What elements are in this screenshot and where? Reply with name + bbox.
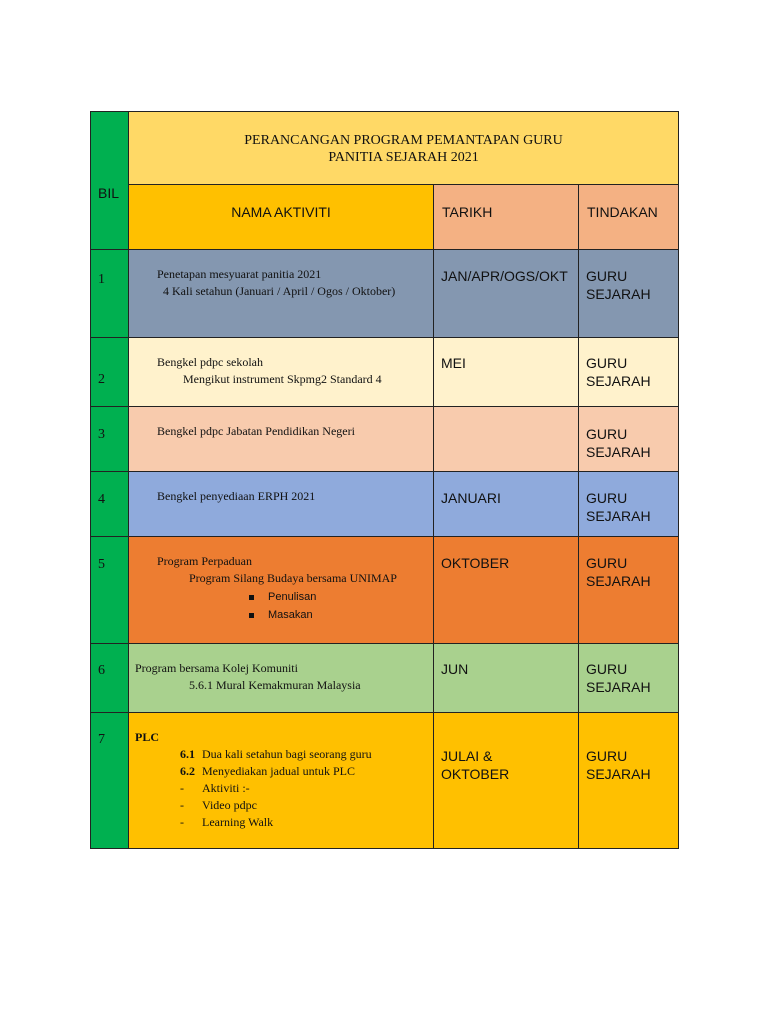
tindakan-line1: GURU [586, 748, 628, 764]
activity-title: Program bersama Kolej Komuniti [135, 661, 298, 675]
table-row [91, 537, 679, 644]
activity-cell [129, 537, 434, 644]
tarikh-value: OKTOBER [441, 555, 510, 571]
tindakan-header: TINDAKAN [587, 204, 658, 220]
tarikh-value: JUN [441, 661, 469, 677]
tindakan-header-cell [579, 185, 679, 250]
tarikh-value: JAN/APR/OGS/OKT [441, 268, 568, 284]
nama-aktiviti-header-cell [129, 185, 434, 250]
activity-detail: Mengikut instrument Skpmg2 Standard 4 [183, 372, 382, 386]
activity-cell [129, 338, 434, 407]
tindakan-line2: SEJARAH [586, 679, 651, 695]
bil-cell [91, 537, 129, 644]
table-title-line1: PERANCANGAN PROGRAM PEMANTAPAN GURU [244, 133, 563, 148]
title-cell [129, 112, 679, 185]
activity-cell [129, 472, 434, 537]
activity-title: Bengkel penyediaan ERPH 2021 [157, 489, 316, 503]
bil-cell [91, 644, 129, 713]
activity-title: Penetapan mesyuarat panitia 2021 [157, 267, 322, 281]
activity-detail: 5.6.1 Mural Kemakmuran Malaysia [189, 678, 361, 692]
tindakan-cell [579, 537, 679, 644]
tarikh-cell [434, 250, 579, 338]
list-item: Masakan [129, 606, 433, 624]
row-number: 7 [98, 732, 105, 747]
tarikh-header: TARIKH [442, 204, 493, 220]
bil-cell [91, 407, 129, 472]
row-number: 2 [98, 372, 105, 387]
list-item: 6.1 Dua kali setahun bagi seorang guru [180, 747, 372, 761]
tindakan-line1: GURU [586, 426, 628, 442]
tarikh-cell [434, 472, 579, 537]
tindakan-cell [579, 407, 679, 472]
tarikh-cell [434, 338, 579, 407]
list-item: 6.2 Menyediakan jadual untuk PLC [180, 764, 355, 778]
activity-detail: 4 Kali setahun (Januari / April / Ogos / Oktober) [163, 284, 396, 298]
tindakan-line1: GURU [586, 355, 628, 371]
tindakan-line2: SEJARAH [586, 766, 651, 782]
tarikh-line2: OKTOBER [441, 766, 510, 782]
table-row [91, 407, 679, 472]
tindakan-cell [579, 338, 679, 407]
square-bullet-icon [249, 595, 254, 600]
tarikh-cell [434, 537, 579, 644]
activity-title: Program Perpaduan [157, 554, 252, 568]
activity-title: Bengkel pdpc sekolah [157, 355, 263, 369]
tindakan-cell [579, 713, 679, 849]
program-table [90, 111, 679, 849]
row-number: 6 [98, 663, 105, 678]
row-number: 1 [98, 272, 105, 287]
list-item: - Learning Walk [180, 815, 274, 829]
tindakan-line1: GURU [586, 268, 628, 284]
bil-header-cell [91, 112, 129, 250]
tarikh-header-cell [434, 185, 579, 250]
activity-detail: Program Silang Budaya bersama UNIMAP [189, 571, 397, 585]
tarikh-value [434, 407, 578, 424]
activity-cell [129, 407, 434, 472]
tarikh-value: JANUARI [441, 490, 501, 506]
row-number: 4 [98, 492, 105, 507]
tindakan-cell [579, 472, 679, 537]
tarikh-cell [434, 713, 579, 849]
row-number: 5 [98, 557, 105, 572]
activity-title: PLC [135, 730, 159, 744]
tarikh-value: MEI [441, 355, 466, 371]
activity-cell [129, 644, 434, 713]
tindakan-line2: SEJARAH [586, 373, 651, 389]
tindakan-line1: GURU [586, 661, 628, 677]
tindakan-line2: SEJARAH [586, 286, 651, 302]
table-row [91, 250, 679, 338]
bil-cell [91, 472, 129, 537]
square-bullet-icon [249, 613, 254, 618]
nama-aktiviti-header: NAMA AKTIVITI [231, 204, 331, 220]
tarikh-cell [434, 644, 579, 713]
tindakan-line2: SEJARAH [586, 508, 651, 524]
tindakan-cell [579, 250, 679, 338]
tarikh-cell [434, 407, 579, 472]
tindakan-line1: GURU [586, 555, 628, 571]
table-row [91, 472, 679, 537]
tindakan-line2: SEJARAH [586, 444, 651, 460]
bil-header: BIL [98, 185, 120, 201]
tarikh-line1: JULAI & [441, 748, 493, 764]
tindakan-line1: GURU [586, 490, 628, 506]
bil-cell [91, 338, 129, 407]
list-item: Penulisan [129, 587, 433, 606]
activity-title: Bengkel pdpc Jabatan Pendidikan Negeri [157, 424, 355, 438]
list-item: - Video pdpc [180, 798, 257, 812]
list-item: - Aktiviti :- [180, 781, 250, 795]
tindakan-cell [579, 644, 679, 713]
activity-cell [129, 713, 434, 849]
table-row [91, 644, 679, 713]
table-row [91, 338, 679, 407]
bil-cell [91, 713, 129, 849]
activity-cell [129, 250, 434, 338]
table-title-line2: PANITIA SEJARAH 2021 [328, 150, 479, 165]
tindakan-line2: SEJARAH [586, 573, 651, 589]
table-row [91, 713, 679, 849]
bil-cell [91, 250, 129, 338]
row-number: 3 [98, 427, 105, 442]
